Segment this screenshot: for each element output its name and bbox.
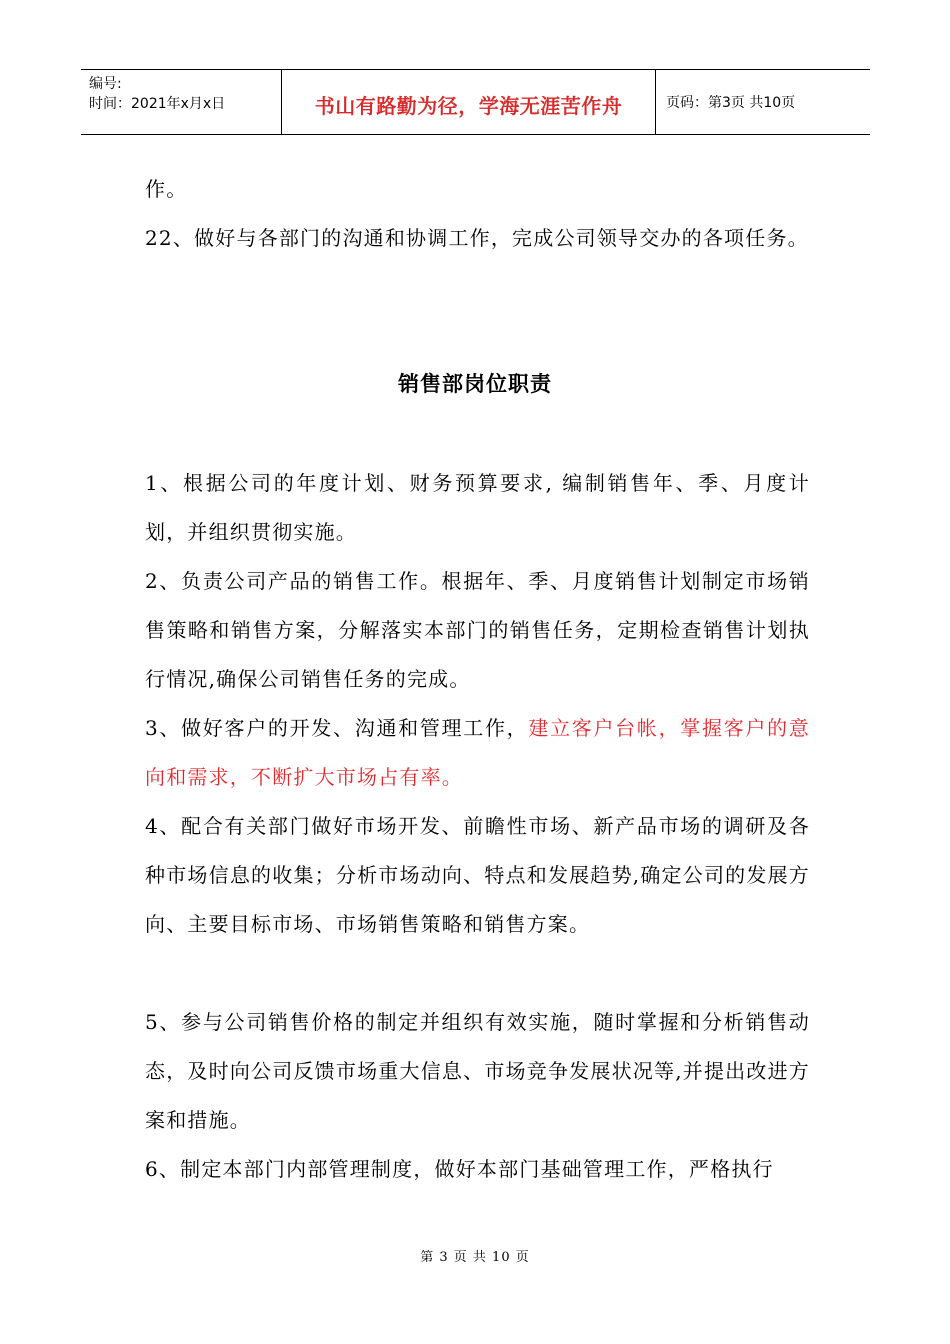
page-footer: 第 3 页 共 10 页 — [420, 1250, 530, 1265]
document-number-label: 编号: — [89, 76, 122, 92]
section-body — [145, 459, 810, 1194]
document-date-label: 时间：2021年x月x日 — [89, 96, 226, 112]
continued-text — [145, 165, 810, 263]
header-meta-cell — [81, 70, 282, 134]
page-header — [81, 69, 870, 135]
paragraph-item-3 — [145, 704, 810, 802]
header-page-number: 页码：第3页 共10页 — [666, 95, 796, 111]
header-page-cell — [656, 70, 870, 134]
paragraph-item-4: 4、配合有关部门做好市场开发、前瞻性市场、新产品市场的调研及各种市场信息的收集；分析市场动向、特点和发展趋势,确定公司的发展方向、主要目标市场、市场销售策略和销售方案。 — [145, 814, 810, 936]
paragraph-item-1: 1、根据公司的年度计划、财务预算要求, 编制销售年、季、月度计划，并组织贯彻实施。 — [145, 471, 810, 544]
continued-line: 作。 — [145, 177, 188, 201]
paragraph-item-2: 2、负责公司产品的销售工作。根据年、季、月度销售计划制定市场销售策略和销售方案，分解落实本部门的销售任务，定期检查销售计划执行情况,确保公司销售任务的完成。 — [145, 569, 810, 691]
section-title: 销售部岗位职责 — [398, 372, 552, 396]
paragraph-spacer — [145, 949, 810, 998]
paragraph-item-6: 6、制定本部门内部管理制度，做好本部门基础管理工作，严格执行 — [145, 1157, 774, 1181]
item-3-highlight: 建立客户台帐，掌握客户的意向和需求，不断扩大市场占有率。 — [145, 716, 810, 789]
item-3-text: 3、做好客户的开发、沟通和管理工作， — [145, 716, 529, 740]
header-motto-cell — [282, 70, 656, 134]
paragraph-item-5: 5、参与公司销售价格的制定并组织有效实施，随时掌握和分析销售动态，及时向公司反馈市场重大信息、市场竞争发展状况等,并提出改进方案和措施。 — [145, 1010, 810, 1132]
paragraph-item-22: 22、做好与各部门的沟通和协调工作，完成公司领导交办的各项任务。 — [145, 226, 809, 250]
header-motto: 书山有路勤为径，学海无涯苦作舟 — [314, 93, 623, 118]
